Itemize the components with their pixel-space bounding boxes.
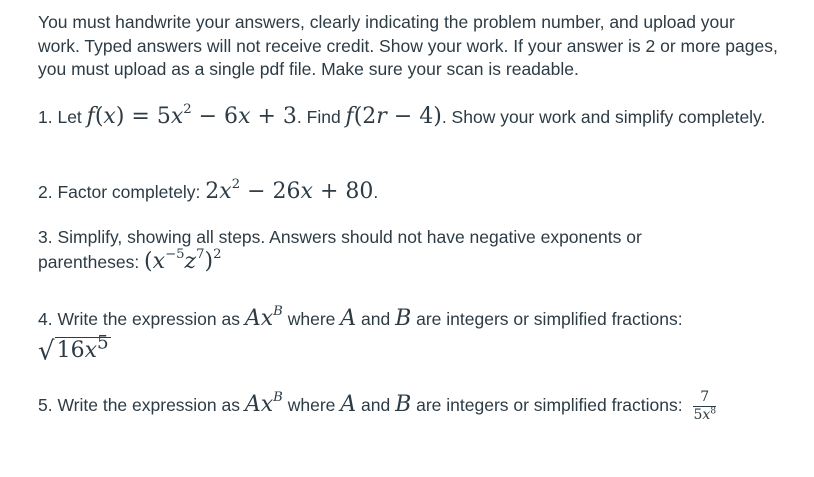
problem-1-function-definition: $f(x) = 5x^2 - 6x + 3$ [86,102,297,129]
problem-5-var-a: A [340,392,357,418]
problem-4-var-b: B [395,306,412,331]
problem-1-mid: . Find [296,107,346,127]
problem-5-where: where [282,395,341,416]
problem-5-denominator: $5x^8$ [693,406,717,423]
problem-4-where: where [282,309,341,329]
problem-3 [38,226,728,274]
problem-1-evaluate-expression: f(2r − 4) [345,104,442,129]
problem-2-tail: . [373,182,379,202]
problem-5-fraction [693,390,716,423]
problem-5 [38,390,728,423]
problem-1 [38,102,778,130]
problem-5-var-b: B [395,392,412,418]
problem-3-expression: $(x^{-5}z^7)^2$ [144,246,222,274]
problem-4-lead: 4. Write the expression as [38,309,245,329]
problem-4 [38,304,718,366]
problem-4-form: $Ax^B$ [244,304,283,331]
instructions-paragraph: You must handwrite your answers, clearly indicating the problem number, and upload your work. Typed answers will not receive credit. Show your work. If your answer is 2 or more pages, you must upload as a single pdf file. Make sure your scan is readable. [38,12,778,79]
problem-4-var-a: A [340,306,357,331]
problem-4-and: and [356,309,396,329]
problem-5-and: and [356,395,396,416]
problem-1-lead: 1. Let [38,107,87,127]
problem-4-tail: are integers or simplified fractions: [411,309,683,329]
problem-2-lead: 2. Factor completely: [38,182,206,202]
problem-5-lead: 5. Write the expression as [38,395,245,416]
problem-5-numerator: 7 [693,390,716,407]
problem-3-lead: 3. Simplify, showing all steps. Answers should not have negative exponents or parentheses: [38,227,642,272]
problem-5-tail: are integers or simplified fractions: [411,395,688,416]
problem-4-radical: $√16x^5$ [38,332,109,366]
problem-1-tail: . Show your work and simplify completely. [441,107,766,127]
problem-5-form: $Ax^B$ [244,390,283,418]
problem-2-polynomial: $2x^2 - 26x + 80$ [205,177,374,204]
problem-2 [38,177,778,205]
